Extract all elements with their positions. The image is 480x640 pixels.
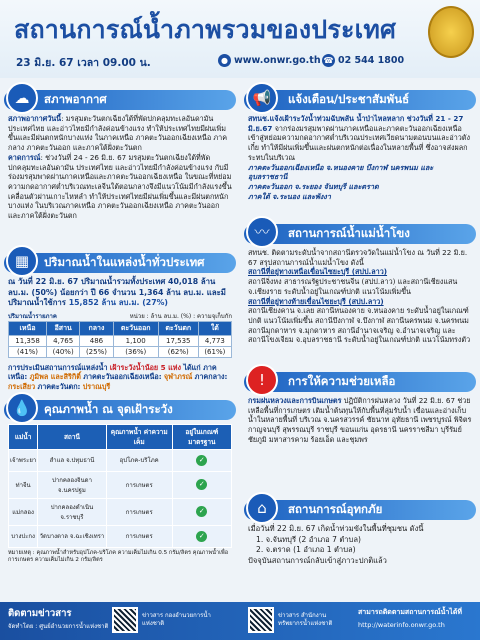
note-v4: ปราณบุรี bbox=[82, 382, 111, 392]
note-b4: ภาคตะวันตก: bbox=[37, 382, 81, 392]
house-flood-icon: ⌂ bbox=[246, 492, 278, 524]
quality-title: คุณภาพน้ำ ณ จุดเฝ้าระวัง bbox=[44, 401, 173, 416]
header bbox=[0, 0, 480, 78]
table-caption: ปริมาณน้ำรายภาค bbox=[8, 312, 57, 320]
quality-row bbox=[9, 471, 232, 498]
qr1-label: ข่าวสาร กองอำนวยการน้ำแห่งชาติ bbox=[142, 612, 211, 627]
table-unit: หน่วย : ล้าน ลบ.ม. (%) : ความจุเก็บกัก bbox=[129, 312, 232, 320]
help-icon: ! bbox=[246, 364, 278, 396]
alert-r1: ภาคตะวันออกเฉียงเหนือ จ.หนองคาย บึงกาฬ นครพนม และอุบลราชธานี bbox=[248, 162, 434, 182]
quality-cell: อุปโภค-บริโภค bbox=[106, 449, 172, 471]
quality-row bbox=[9, 498, 232, 525]
quality-cell: ท่าจีน bbox=[9, 471, 38, 498]
flood-item-2: 2. จ.ตราด (1 อำเภอ 1 ตำบล) bbox=[256, 545, 356, 554]
dam-icon: ▦ bbox=[6, 245, 38, 277]
alert-p1-label: สทนช.แจ้งเฝ้าระวังน้ำท่วมฉับพลัน น้ำป่าไหลหลาก ช่วงวันที่ 21 - 27 มิ.ย.67 bbox=[248, 114, 464, 133]
flood-intro: เมื่อวันที่ 22 มิ.ย. 67 เกิดน้ำท่วมขังในพื้นที่ชุมชน ดังนี้ bbox=[248, 524, 424, 533]
qr-code-1[interactable] bbox=[112, 607, 138, 633]
quality-col-header: สถานี bbox=[38, 424, 106, 449]
quality-cell: ปากคลองดำเนิน จ.ราชบุรี bbox=[38, 498, 106, 525]
quality-cell: บางปะกง bbox=[9, 525, 38, 547]
region-table-wrap bbox=[4, 321, 236, 358]
qr-code-2[interactable] bbox=[248, 607, 274, 633]
region-value: 1,100 bbox=[113, 335, 158, 346]
pass-cell bbox=[172, 498, 231, 525]
note-v1: ภูมิพล และสิริกิติ์ bbox=[29, 372, 81, 382]
note-b3: ภาคกลาง: bbox=[194, 372, 228, 382]
weather-p2: : ช่วงวันที่ 24 - 26 มิ.ย. 67 มรสุมตะวันตกเฉียงใต้ที่พัดปกคลุมทะเลอันดามัน ประเทศไทย และอ่าวไทยมีกำลังค่อนข้างแรง กับมีร่องมรสุมพาดผ่านภาคเหนือและภาคตะวันออกเฉียงเหนือ ในขณะที่หย่อมความกดอากาศต่ำบริเวณทะเลจีนใต้ตอนกลางจึงมีแนวโน้มมีกำลังแรงขึ้นเคลื่อนตัวผ่านเกาะไหหลำ ทำให้ประเทศไทยมีฝนเพิ่มขึ้นและมีฝนตกหนักบางแห่ง ในบริเวณภาคเหนือ ภาคตะวันออกเฉียงเหนือ ภาคตะวันออก และภาคใต้ฝั่งตะวันตก bbox=[8, 152, 232, 221]
info-bar bbox=[0, 50, 480, 72]
mekong-s2-head: สถานีที่อยู่ทางท้ายเขื่อนไซยะบุรี (สปป.ลาว) bbox=[248, 296, 384, 306]
megaphone-icon: 📢 bbox=[246, 82, 278, 114]
note-b1: ได้แก่ ภาคเหนือ: bbox=[8, 362, 217, 382]
footer-right1: สามารถติดตามสถานการณ์น้ำได้ที่ bbox=[358, 608, 462, 616]
quality-col-header: อยู่ในเกณฑ์มาตรฐาน bbox=[172, 424, 231, 449]
weather-text bbox=[4, 112, 236, 247]
pass-cell bbox=[172, 449, 231, 471]
alert-r3: ภาคใต้ จ.ระนอง และพังงา bbox=[248, 191, 331, 201]
pass-cell bbox=[172, 471, 231, 498]
region-percent: (62%) bbox=[158, 346, 198, 357]
flood-header bbox=[244, 498, 476, 522]
help-header bbox=[244, 370, 476, 394]
flood-title: สถานการณ์อุทกภัย bbox=[288, 502, 383, 516]
alert-p1: จากร่องมรสุมพาดผ่านภาคเหนือและภาคตะวันออกเฉียงเหนือ เข้าสู่หย่อมความกดอากาศต่ำบริเวณประเทศเวียดนามตอนบนและอ่าวตังเกี๋ย ทำให้มีฝนเพิ่มขึ้นและฝนตกหนักต่อเนื่องในหลายพื้นที่ ซึ่งอาจส่งผลกระทบในบริเวณ bbox=[248, 123, 470, 162]
region-percent: (40%) bbox=[47, 346, 80, 357]
region-percent: (41%) bbox=[9, 346, 47, 357]
website[interactable] bbox=[218, 54, 321, 67]
region-header: ตะวันออก bbox=[113, 321, 158, 335]
right-column bbox=[244, 84, 476, 568]
check-icon: ✓ bbox=[196, 455, 207, 466]
reservoir-usable: 15,852 ล้าน ลบ.ม. (27%) bbox=[68, 298, 168, 307]
phone-text: 02 544 1800 bbox=[338, 55, 405, 66]
left-column bbox=[4, 84, 236, 566]
flood-item-1: 1. จ.จันทบุรี (2 อำเภอ 7 ตำบล) bbox=[256, 534, 361, 544]
weather-header bbox=[4, 88, 236, 112]
mekong-s1: สถานีจิ่งหง สาธารณรัฐประชาชนจีน (สปป.ลาว) และสถานีเชียงแสน จ.เชียงราย ระดับน้ำอยู่ในเกณฑ์ปกติ แนวโน้มเพิ่มขึ้น bbox=[248, 277, 458, 296]
help-text bbox=[244, 394, 476, 494]
region-percent: (36%) bbox=[113, 346, 158, 357]
flood-text bbox=[244, 522, 476, 568]
quality-cell: ปากคลองจินดา จ.นครปฐม bbox=[38, 471, 106, 498]
mekong-s2: สถานีเชียงคาน จ.เลย สถานีหนองคาย จ.หนองคาย ระดับน้ำอยู่ในเกณฑ์ปกติ แนวโน้มเพิ่มขึ้น สถานีบึงกาฬ จ.บึงกาฬ สถานีนครพนม จ.นครพนม สถานีมุกดาหาร จ.มุกดาหาร สถานีอำนาจเจริญ จ.อำนาจเจริญ และสถานีโขงเจียม จ.อุบลราชธานี ระดับน้ำอยู่ในเกณฑ์ปกติ แนวโน้มทรงตัว bbox=[248, 306, 471, 345]
footer-follow: ติดตามข่าวสาร bbox=[8, 608, 72, 619]
table-caption-row bbox=[4, 311, 236, 321]
quality-cell: สำแล จ.ปทุมธานี bbox=[38, 449, 106, 471]
note-v2: จุฬาภรณ์ bbox=[163, 372, 193, 382]
quality-cell: แม่กลอง bbox=[9, 498, 38, 525]
quality-col-header: คุณภาพน้ำ ค่าความเค็ม bbox=[106, 424, 172, 449]
region-value: 4,765 bbox=[47, 335, 80, 346]
quality-col-header: แม่น้ำ bbox=[9, 424, 38, 449]
alert-r2: ภาคตะวันออก จ.ระยอง จันทบุรี และตราด bbox=[248, 181, 379, 191]
help-p1-label: กรมฝนหลวงและการบินเกษตร bbox=[248, 396, 342, 405]
quality-cell: การเกษตร bbox=[106, 471, 172, 498]
report-date: 23 มิ.ย. 67 เวลา 09.00 น. bbox=[16, 57, 151, 69]
reservoir-title: ปริมาณน้ำในแหล่งน้ำทั่วประเทศ bbox=[44, 255, 205, 269]
reservoir-summary bbox=[4, 275, 236, 311]
reservoir-summary2-pre: และมีปริมาณน้ำใช้การ bbox=[8, 287, 226, 307]
river-icon: 〰 bbox=[246, 216, 278, 248]
region-header: กลาง bbox=[80, 321, 113, 335]
quality-row bbox=[9, 449, 232, 471]
weather-p1: : มรสุมตะวันตกเฉียงใต้ที่พัดปกคลุมทะเลอันดามัน ประเทศไทย และอ่าวไทยมีกำลังค่อนข้างแรง ทำให้ประเทศไทยมีฝนเพิ่มขึ้นและมีฝนตกหนักบางแห่ง ในภาคเหนือ ภาคตะวันออกเฉียงเหนือ ภาคกลาง ภาคตะวันออก และภาคใต้ฝั่งตะวันตก bbox=[8, 114, 228, 153]
weather-icon: ☁ bbox=[6, 82, 38, 114]
check-icon: ✓ bbox=[196, 479, 207, 490]
weather-p2-label: คาดการณ์ bbox=[8, 152, 41, 162]
mekong-title: สถานการณ์น้ำแม่น้ำโขง bbox=[288, 226, 410, 240]
reservoir-header bbox=[4, 251, 236, 275]
quality-cell: การเกษตร bbox=[106, 525, 172, 547]
weather-p1-label: สภาพอากาศวันนี้ bbox=[8, 114, 62, 123]
mekong-text bbox=[244, 246, 476, 366]
mekong-s1-head: สถานีที่อยู่ทางเหนือเขื่อนไซยะบุรี (สปป.ลาว) bbox=[248, 267, 388, 277]
footer bbox=[0, 602, 480, 640]
region-header: ใต้ bbox=[198, 321, 231, 335]
mekong-header bbox=[244, 222, 476, 246]
phone[interactable] bbox=[322, 54, 404, 67]
phone-icon: ☎ bbox=[323, 56, 334, 65]
pass-cell bbox=[172, 525, 231, 547]
flood-status: ปัจจุบันสถานการณ์กลับเข้าสู่ภาวะปกติแล้ว bbox=[248, 555, 387, 565]
quality-cell: วัดบางตาล จ.ฉะเชิงเทรา bbox=[38, 525, 106, 547]
qr2-label: ข่าวสาร สำนักงานทรัพยากรน้ำแห่งชาติ bbox=[278, 612, 333, 627]
quality-header bbox=[4, 398, 236, 422]
quality-cell: การเกษตร bbox=[106, 498, 172, 525]
quality-table bbox=[8, 424, 232, 548]
region-percent: (25%) bbox=[80, 346, 113, 357]
region-value: 486 bbox=[80, 335, 113, 346]
region-value: 11,358 bbox=[9, 335, 47, 346]
footer-sub: จัดทำโดย : ศูนย์อำนวยการน้ำแห่งชาติ bbox=[8, 623, 109, 630]
alert-title: แจ้งเตือน/ประชาสัมพันธ์ bbox=[288, 92, 410, 106]
website-text: www.onwr.go.th bbox=[234, 55, 321, 66]
region-header: ตะวันตก bbox=[158, 321, 198, 335]
region-header: อีสาน bbox=[47, 321, 80, 335]
help-title: การให้ความช่วยเหลือ bbox=[288, 374, 396, 388]
check-icon: ✓ bbox=[196, 531, 207, 542]
help-p1: ปฏิบัติการฝนหลวง วันที่ 22 มิ.ย. 67 ช่วยเหลือพื้นที่การเกษตร เติมน้ำต้นทุนให้กับพื้นที่ลุ่มรับน้ำ เขื่อนและอ่างเก็บน้ำในหลายพื้นที่ บริเวณ จ.นครสวรรค์ ชัยนาท อุทัยธานี เพชรบูรณ์ พิจิตร กาญจนบุรี สุพรรณบุรี ราชบุรี ขอนแก่น อุดรธานี นครราชสีมา บุรีรัมย์ ชัยภูมิ มหาสารคาม ร้อยเอ็ด และชุมพร bbox=[248, 396, 472, 444]
note-pre: การประเมินสถานการณ์แหล่งน้ำ bbox=[8, 362, 108, 372]
mekong-intro: สทนช. ติดตามระดับน้ำจากสถานีตรวจวัดในแม่น้ำโขง ณ วันที่ 22 มิ.ย. 67 สรุปสถานการณ์น้ำแม่น้ำโขง ดังนี้ bbox=[248, 248, 468, 267]
region-percent: (61%) bbox=[198, 346, 231, 357]
region-header: เหนือ bbox=[9, 321, 47, 335]
weather-title: สภาพอากาศ bbox=[44, 92, 107, 106]
quality-note: หมายเหตุ : คุณภาพน้ำสำหรับอุปโภค-บริโภค ความเค็มไม่เกิน 0.5 กรัม/ลิตร คุณภาพน้ำเพื่อการเกษตร ความเค็มไม่เกิน 2 กรัม/ลิตร bbox=[8, 549, 229, 563]
quality-cell: เจ้าพระยา bbox=[9, 449, 38, 471]
region-value: 4,773 bbox=[198, 335, 231, 346]
region-table bbox=[8, 321, 232, 358]
footer-link[interactable]: http://waterinfo.onwr.go.th bbox=[358, 621, 445, 629]
alert-header bbox=[244, 88, 476, 112]
water-drop-icon: 💧 bbox=[6, 392, 38, 424]
quality-row bbox=[9, 525, 232, 547]
reservoir-note bbox=[4, 361, 236, 394]
note-v3: กระเสียว bbox=[8, 382, 36, 392]
check-icon: ✓ bbox=[196, 506, 207, 517]
note-red: เฝ้าระวังน้ำน้อย 5 แห่ง bbox=[109, 362, 182, 372]
region-value: 17,535 bbox=[158, 335, 198, 346]
note-b2: ภาคตะวันออกเฉียงเหนือ: bbox=[83, 372, 162, 382]
reservoir-summary1: ณ วันที่ 22 มิ.ย. 67 ปริมาณน้ำรวมทั้งประเทศ 40,018 ล้าน ลบ.ม. (50%) น้อยกว่า ปี 66 จำนวน 1,364 ล้าน ลบ.ม. bbox=[8, 277, 216, 297]
globe-icon: ● bbox=[218, 54, 231, 67]
alert-text bbox=[244, 112, 476, 218]
page-title: สถานการณ์น้ำภาพรวมของประเทศ bbox=[14, 15, 397, 44]
